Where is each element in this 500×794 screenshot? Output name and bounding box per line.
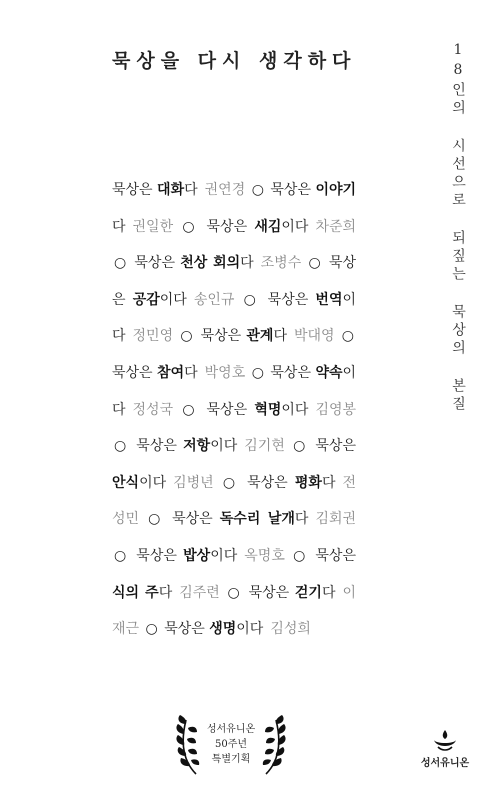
meditation-entry <box>136 548 285 564</box>
entry-suffix: 이다 <box>281 218 309 235</box>
entry-prefix: 묵상은 <box>164 621 210 638</box>
meditation-entry <box>136 438 285 454</box>
badge-line-2: 50주년 <box>214 739 248 750</box>
entry-topic: 번역 <box>315 291 343 308</box>
entry-separator-icon: ○ <box>293 547 308 564</box>
entry-author: 김주련 <box>179 584 220 601</box>
entry-prefix: 묵상은 <box>136 438 184 455</box>
publisher-name: 성서유니온 <box>420 758 470 769</box>
entry-separator-icon: ○ <box>251 182 264 198</box>
entry-prefix: 묵상은 <box>112 255 356 308</box>
entry-prefix: 묵상은 <box>248 584 295 601</box>
book-subtitle: 18인의 시선으로 되짚는 묵상의 본질 <box>450 42 466 414</box>
entry-suffix: 이다 <box>159 291 187 308</box>
publisher-emblem-icon <box>420 728 470 754</box>
entry-prefix: 묵상은 <box>112 364 158 381</box>
entry-prefix: 묵상은 <box>134 255 181 272</box>
entry-topic: 참여 <box>157 364 185 381</box>
entry-author: 김기현 <box>244 438 285 455</box>
entry-author: 김영봉 <box>315 401 357 418</box>
entry-author: 옥명호 <box>244 547 285 564</box>
entry-prefix: 묵상은 <box>200 328 247 345</box>
entry-suffix: 다 <box>240 255 254 272</box>
entry-author: 박대영 <box>293 328 335 345</box>
entry-topic: 생명 <box>209 621 237 638</box>
entry-prefix: 묵상은 <box>247 474 295 491</box>
entry-separator-icon: ○ <box>293 438 308 455</box>
badge-line-3: 특별기획 <box>211 754 251 765</box>
entry-topic: 밥상 <box>183 547 211 564</box>
meditation-entry <box>201 328 335 344</box>
entry-separator-icon: ○ <box>341 328 355 345</box>
entry-author: 권연경 <box>204 182 246 198</box>
entry-suffix: 이다 <box>236 621 264 638</box>
entry-suffix: 다 <box>321 584 336 601</box>
entry-author: 이재근 <box>112 584 357 638</box>
entry-topic: 저항 <box>183 438 211 455</box>
entry-separator-icon: ○ <box>182 218 198 235</box>
meditation-entry <box>112 182 245 198</box>
entry-topic: 식의 주 <box>112 584 159 601</box>
entry-prefix: 묵상은 <box>136 547 184 564</box>
entry-separator-icon: ○ <box>148 511 164 528</box>
entry-author: 김성희 <box>270 621 311 638</box>
entry-topic: 독수리 날개 <box>219 511 295 528</box>
entry-topic: 혁명 <box>254 401 282 418</box>
entry-separator-icon: ○ <box>114 547 129 564</box>
entry-author: 정민영 <box>132 328 174 345</box>
meditation-entry <box>112 365 245 381</box>
entry-topic: 걷기 <box>294 584 322 601</box>
entry-prefix: 묵상은 <box>270 364 316 381</box>
entry-author: 권일한 <box>132 218 174 235</box>
laurel-right-icon <box>260 714 286 776</box>
entry-separator-icon: ○ <box>180 328 194 345</box>
anniversary-badge <box>176 712 286 782</box>
entry-suffix: 이다 <box>139 474 167 491</box>
entry-author: 정성국 <box>132 401 174 418</box>
entry-separator-icon: ○ <box>251 364 264 381</box>
entry-prefix: 묵상은 <box>112 182 158 198</box>
entry-author: 전성민 <box>112 474 357 528</box>
entry-author: 송인규 <box>193 291 235 308</box>
entry-separator-icon: ○ <box>145 621 158 638</box>
entry-separator-icon: ○ <box>227 584 241 601</box>
entry-author: 박영호 <box>204 364 246 381</box>
entry-suffix: 이다 <box>210 438 238 455</box>
entry-suffix: 이다 <box>112 291 357 345</box>
entry-prefix: 묵상은 <box>315 547 356 564</box>
entry-separator-icon: ○ <box>114 255 128 272</box>
entry-separator-icon: ○ <box>243 291 259 308</box>
entry-prefix: 묵상은 <box>315 438 356 455</box>
entry-topic: 천상 회의 <box>180 255 241 272</box>
meditation-list <box>112 172 357 638</box>
entry-separator-icon: ○ <box>182 401 198 418</box>
entry-topic: 안식 <box>112 474 140 491</box>
entry-suffix: 다 <box>112 218 126 235</box>
entry-prefix: 묵상은 <box>270 182 316 198</box>
entry-prefix: 묵상은 <box>206 218 255 235</box>
book-title: 묵상을 다시 생각하다 <box>112 50 357 72</box>
entry-separator-icon: ○ <box>222 474 238 491</box>
entry-prefix: 묵상은 <box>206 401 255 418</box>
entry-author: 차준희 <box>315 218 357 235</box>
entry-topic: 대화 <box>157 182 185 198</box>
entry-topic: 공감 <box>132 291 160 308</box>
entry-suffix: 다 <box>294 511 309 528</box>
entry-suffix: 다 <box>273 328 287 345</box>
entry-author: 김회권 <box>315 511 357 528</box>
entry-topic: 새김 <box>254 218 282 235</box>
entry-suffix: 다 <box>184 364 198 381</box>
entry-topic: 관계 <box>246 328 274 345</box>
entry-author: 김병년 <box>173 474 214 491</box>
entry-suffix: 이다 <box>210 547 238 564</box>
entry-suffix: 다 <box>158 584 173 601</box>
meditation-entry <box>172 511 356 527</box>
entry-prefix: 묵상은 <box>172 511 220 528</box>
entry-separator-icon: ○ <box>114 438 129 455</box>
entry-suffix: 다 <box>184 182 198 198</box>
meditation-entry <box>207 402 356 418</box>
entry-topic: 평화 <box>294 474 322 491</box>
entry-suffix: 이다 <box>281 401 309 418</box>
badge-line-1: 성서유니온 <box>206 724 256 735</box>
entry-separator-icon: ○ <box>308 255 322 272</box>
meditation-entry <box>164 621 311 637</box>
entry-suffix: 이다 <box>112 364 357 418</box>
entry-topic: 약속 <box>315 364 343 381</box>
entry-prefix: 묵상은 <box>267 291 316 308</box>
publisher-logo <box>420 728 470 778</box>
entry-topic: 이야기 <box>315 182 357 198</box>
meditation-entry <box>134 255 301 271</box>
entry-suffix: 다 <box>321 474 336 491</box>
entry-author: 조병수 <box>260 255 302 272</box>
meditation-entry <box>207 219 356 235</box>
